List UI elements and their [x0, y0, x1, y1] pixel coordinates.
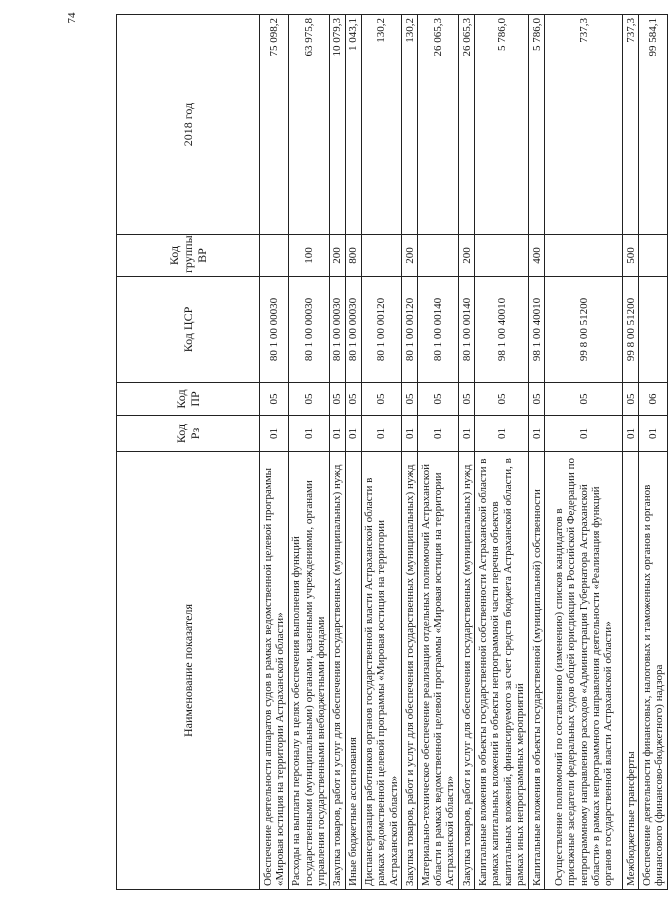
- cell-code-vr: 400: [529, 235, 545, 277]
- cell-code-rz: 01: [346, 416, 362, 452]
- cell-code-rz: 01: [475, 416, 529, 452]
- table-row: [402, 15, 418, 890]
- header-code-rz: Код Рз: [117, 416, 260, 452]
- cell-code-rz: 01: [260, 416, 289, 452]
- cell-amount-2018: 737,3: [545, 15, 623, 235]
- cell-indicator-name: Межбюджетные трансферты: [623, 452, 639, 890]
- header-code-csr: Код ЦСР: [117, 277, 260, 383]
- table-row: [545, 15, 623, 890]
- cell-code-vr: [362, 235, 402, 277]
- cell-code-pr: 05: [623, 383, 639, 416]
- table-row: [418, 15, 459, 890]
- cell-indicator-name: Расходы на выплаты персоналу в целях обеспечения выполнения функций государственными (муниципальными) органами, казенными учреждениями, органами управления государственными внебюджетными фондами: [289, 452, 330, 890]
- cell-indicator-name: Закупка товаров, работ и услуг для обеспечения государственных (муниципальных) нужд: [402, 452, 418, 890]
- cell-code-rz: 01: [459, 416, 475, 452]
- cell-code-rz: 01: [545, 416, 623, 452]
- table-header-row: [117, 15, 260, 890]
- cell-code-vr: 200: [459, 235, 475, 277]
- table-row: [330, 15, 346, 890]
- cell-indicator-name: Закупка товаров, работ и услуг для обеспечения государственных (муниципальных) нужд: [459, 452, 475, 890]
- cell-amount-2018: 10 079,3: [330, 15, 346, 235]
- cell-code-csr: [639, 277, 668, 383]
- cell-code-rz: 01: [639, 416, 668, 452]
- cell-code-pr: 05: [545, 383, 623, 416]
- cell-code-pr: 05: [362, 383, 402, 416]
- cell-indicator-name: Капитальные вложения в объекты государственной (муниципальной) собственности: [529, 452, 545, 890]
- cell-amount-2018: 75 098,2: [260, 15, 289, 235]
- cell-code-pr: 05: [260, 383, 289, 416]
- table-row: [475, 15, 529, 890]
- cell-amount-2018: 737,3: [623, 15, 639, 235]
- cell-code-csr: 80 1 00 00030: [260, 277, 289, 383]
- cell-code-csr: 99 8 00 51200: [623, 277, 639, 383]
- cell-code-csr: 80 1 00 00030: [330, 277, 346, 383]
- table-body: [260, 15, 668, 890]
- cell-code-vr: 500: [623, 235, 639, 277]
- table-row: [362, 15, 402, 890]
- cell-code-csr: 80 1 00 00120: [402, 277, 418, 383]
- cell-code-pr: 06: [639, 383, 668, 416]
- cell-code-rz: 01: [418, 416, 459, 452]
- budget-table: [116, 14, 668, 890]
- cell-code-pr: 05: [330, 383, 346, 416]
- cell-amount-2018: 26 065,3: [418, 15, 459, 235]
- cell-indicator-name: Обеспечение деятельности финансовых, налоговых и таможенных органов и органов финансового (финансово-бюджетного) надзора: [639, 452, 668, 890]
- cell-code-pr: 05: [459, 383, 475, 416]
- cell-code-pr: 05: [346, 383, 362, 416]
- cell-indicator-name: Обеспечение деятельности аппаратов судов в рамках ведомственной целевой программы «Мировая юстиция на территории Астраханской области»: [260, 452, 289, 890]
- table-row: [529, 15, 545, 890]
- cell-code-vr: [418, 235, 459, 277]
- cell-code-vr: [545, 235, 623, 277]
- cell-code-csr: 99 8 00 51200: [545, 277, 623, 383]
- cell-amount-2018: 63 975,8: [289, 15, 330, 235]
- cell-indicator-name: Иные бюджетные ассигнования: [346, 452, 362, 890]
- cell-code-csr: 80 1 00 00140: [418, 277, 459, 383]
- rotated-page: [116, 0, 666, 905]
- cell-indicator-name: Капитальные вложения в объекты государственной собственности Астраханской области в рамках капитальных вложений в объекты непрограммной части перечня объектов капитальных вложений, финансируемого за счет средств бюджета Астраханской области, в рамках иных непрограммных мероприятий: [475, 452, 529, 890]
- cell-code-rz: 01: [402, 416, 418, 452]
- table-row: [639, 15, 668, 890]
- cell-code-pr: 05: [418, 383, 459, 416]
- cell-amount-2018: 130,2: [362, 15, 402, 235]
- table-row: [623, 15, 639, 890]
- cell-code-csr: 80 1 00 00030: [289, 277, 330, 383]
- table-row: [260, 15, 289, 890]
- cell-code-pr: 05: [289, 383, 330, 416]
- cell-code-csr: 80 1 00 00140: [459, 277, 475, 383]
- cell-amount-2018: 99 584,1: [639, 15, 668, 235]
- cell-code-pr: 05: [402, 383, 418, 416]
- cell-code-vr: 800: [346, 235, 362, 277]
- table-row: [459, 15, 475, 890]
- cell-code-csr: 98 1 00 40010: [529, 277, 545, 383]
- cell-code-pr: 05: [529, 383, 545, 416]
- cell-indicator-name: Диспансеризация работников органов государственной власти Астраханской области в рамках ведомственной целевой программы «Мировая юстиция на территории Астраханской области»: [362, 452, 402, 890]
- cell-indicator-name: Осуществление полномочий по составлению (изменению) списков кандидатов в присяжные заседатели федеральных судов общей юрисдикции в Российской Федерации по непрограммному направлению расходов «Администрация Губернатора Астраханской области» в рамках непрограммного направления деятельности «Реализация функций органов государственной власти Астраханской области»: [545, 452, 623, 890]
- header-code-vr: Код группы ВР: [117, 235, 260, 277]
- cell-code-rz: 01: [330, 416, 346, 452]
- cell-amount-2018: 5 786,0: [529, 15, 545, 235]
- cell-code-vr: [260, 235, 289, 277]
- cell-code-vr: 100: [289, 235, 330, 277]
- cell-code-rz: 01: [529, 416, 545, 452]
- table-row: [346, 15, 362, 890]
- cell-code-rz: 01: [623, 416, 639, 452]
- page-number: 74: [66, 12, 78, 24]
- cell-amount-2018: 26 065,3: [459, 15, 475, 235]
- cell-code-csr: 80 1 00 00030: [346, 277, 362, 383]
- cell-indicator-name: Закупка товаров, работ и услуг для обеспечения государственных (муниципальных) нужд: [330, 452, 346, 890]
- cell-amount-2018: 5 786,0: [475, 15, 529, 235]
- header-code-pr: Код ПР: [117, 383, 260, 416]
- cell-code-vr: 200: [402, 235, 418, 277]
- cell-amount-2018: 1 043,1: [346, 15, 362, 235]
- cell-code-csr: 98 1 00 40010: [475, 277, 529, 383]
- cell-code-vr: [639, 235, 668, 277]
- cell-amount-2018: 130,2: [402, 15, 418, 235]
- cell-code-pr: 05: [475, 383, 529, 416]
- cell-code-rz: 01: [289, 416, 330, 452]
- header-year-2018: 2018 год: [117, 15, 260, 235]
- header-indicator-name: Наименование показателя: [117, 452, 260, 890]
- cell-indicator-name: Материально-техническое обеспечение реализации отдельных полномочий Астраханской области в рамках ведомственной целевой программы «Мировая юстиция на территории Астраханской области»: [418, 452, 459, 890]
- cell-code-csr: 80 1 00 00120: [362, 277, 402, 383]
- table-row: [289, 15, 330, 890]
- cell-code-vr: 200: [330, 235, 346, 277]
- cell-code-rz: 01: [362, 416, 402, 452]
- cell-code-vr: [475, 235, 529, 277]
